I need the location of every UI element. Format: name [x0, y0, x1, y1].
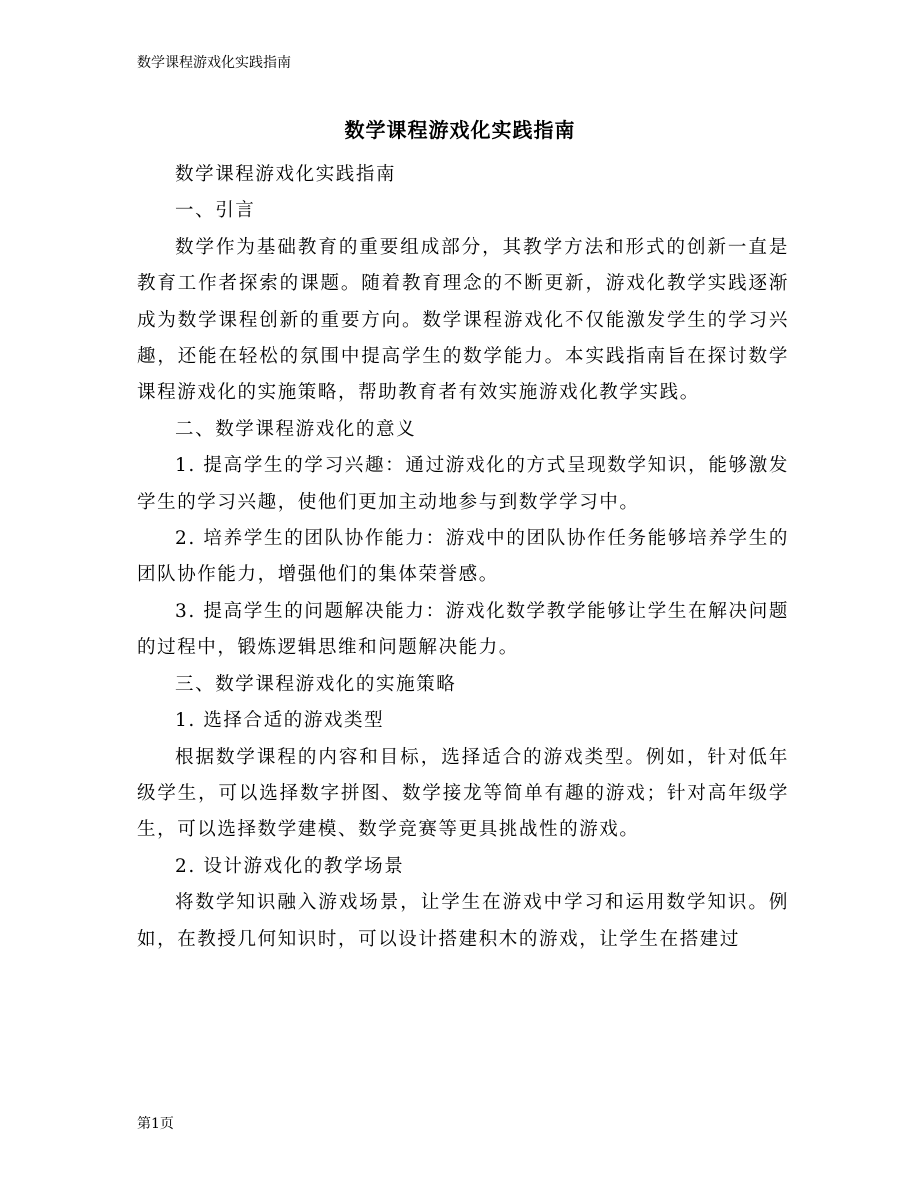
document-title: 数学课程游戏化实践指南	[344, 118, 576, 142]
document-body	[137, 157, 789, 958]
body-paragraph: 根据数学课程的内容和目标，选择适合的游戏类型。例如，针对低年级学生，可以选择数字拼图、数学接龙等简单有趣的游戏；针对高年级学生，可以选择数学建模、数学竞赛等更具挑战性的游戏。	[137, 746, 789, 841]
subsection-heading: 2. 设计游戏化的教学场景	[175, 855, 405, 877]
running-header: 数学课程游戏化实践指南	[137, 55, 291, 71]
section-heading-significance: 二、数学课程游戏化的意义	[175, 418, 417, 440]
list-item-paragraph: 2. 培养学生的团队协作能力：游戏中的团队协作任务能够培养学生的团队协作能力，增强他们的集体荣誉感。	[137, 528, 789, 586]
body-paragraph: 数学作为基础教育的重要组成部分，其教学方法和形式的创新一直是教育工作者探索的课题。随着教育理念的不断更新，游戏化教学实践逐渐成为数学课程创新的重要方向。数学课程游戏化不仅能激发学生的学习兴趣，还能在轻松的氛围中提高学生的数学能力。本实践指南旨在探讨数学课程游戏化的实施策略，帮助教育者有效实施游戏化教学实践。	[137, 236, 789, 404]
subtitle-paragraph: 数学课程游戏化实践指南	[175, 164, 397, 185]
list-item-paragraph: 3. 提高学生的问题解决能力：游戏化数学教学能够让学生在解决问题的过程中，锻炼逻辑思维和问题解决能力。	[137, 600, 789, 659]
list-item-paragraph: 1. 提高学生的学习兴趣：通过游戏化的方式呈现数学知识，能够激发学生的学习兴趣，使他们更加主动地参与到数学学习中。	[137, 455, 789, 513]
page-number: 第1页	[137, 1116, 174, 1132]
section-heading-strategies: 三、数学课程游戏化的实施策略	[175, 673, 457, 695]
subsection-heading: 1. 选择合适的游戏类型	[175, 710, 385, 732]
body-paragraph: 将数学知识融入游戏场景，让学生在游戏中学习和运用数学知识。例如，在教授几何知识时，可以设计搭建积木的游戏，让学生在搭建过	[137, 892, 789, 950]
section-heading-introduction: 一、引言	[175, 200, 256, 222]
